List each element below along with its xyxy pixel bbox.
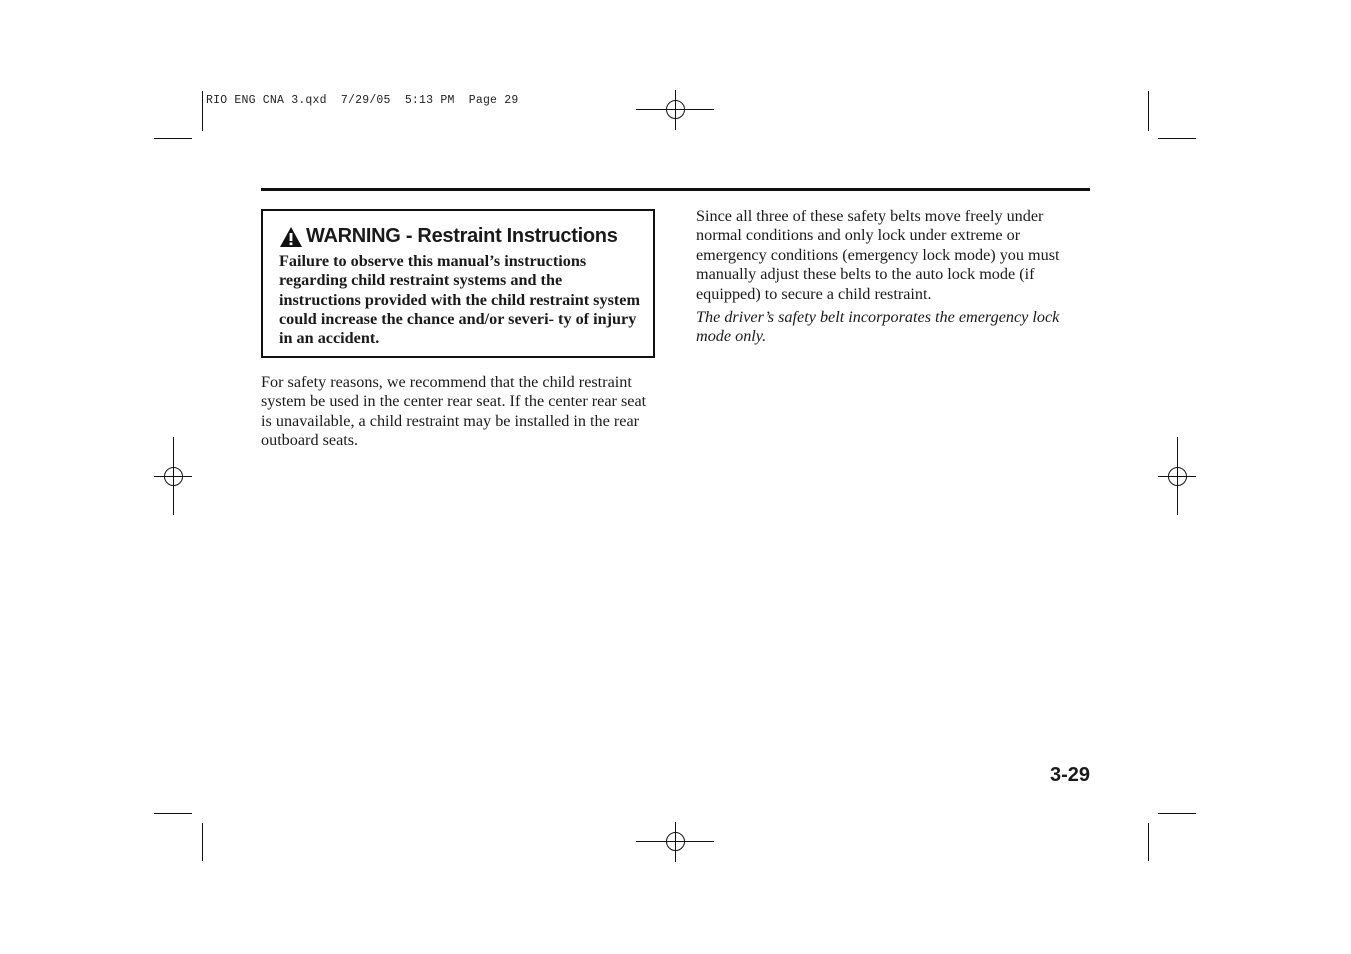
right-note: The driver’s safety belt incorporates the emergency lock mode only. [696,308,1060,346]
right-paragraph: Since all three of these safety belts move freely under normal conditions and only lock under extreme or emergency conditions (emergency lock mode) you must manually adjust these belts to the auto lock mode (if equipped) to secure a child restraint. [696,207,1060,303]
crop-mark-bottom-right-v [1148,823,1149,861]
warning-box [261,209,655,358]
registration-mark-icon [154,437,192,515]
crop-mark-top-left-h [154,138,192,139]
registration-mark-icon [1158,437,1196,515]
warning-title [279,225,618,248]
crop-mark-top-right-h [1158,138,1196,139]
registration-mark-icon [636,822,714,862]
crop-mark-bottom-right-h [1158,813,1196,814]
crop-mark-bottom-left-h [154,813,192,814]
page-number: 3-29 [1050,764,1091,786]
crop-mark-bottom-left-v [202,823,203,861]
header-rule [261,188,1090,191]
warning-triangle-icon [279,226,303,248]
warning-body: Failure to observe this manual’s instructions regarding child restraint systems and the instructions provided with the child restraint system could increase the chance and/or severi- ty of injury in an accident. [279,252,640,348]
crop-mark-top-right-v [1148,91,1149,131]
slug-line: RIO ENG CNA 3.qxd 7/29/05 5:13 PM Page 29 [206,94,519,107]
warning-title-text: WARNING - Restraint Instructions [306,225,618,247]
registration-mark-icon [636,90,714,130]
crop-mark-top-left-v [202,91,203,131]
left-paragraph: For safety reasons, we recommend that the child restraint system be used in the center rear seat. If the center rear seat is unavailable, a child restraint may be installed in the rear outboard seats. [261,373,647,450]
